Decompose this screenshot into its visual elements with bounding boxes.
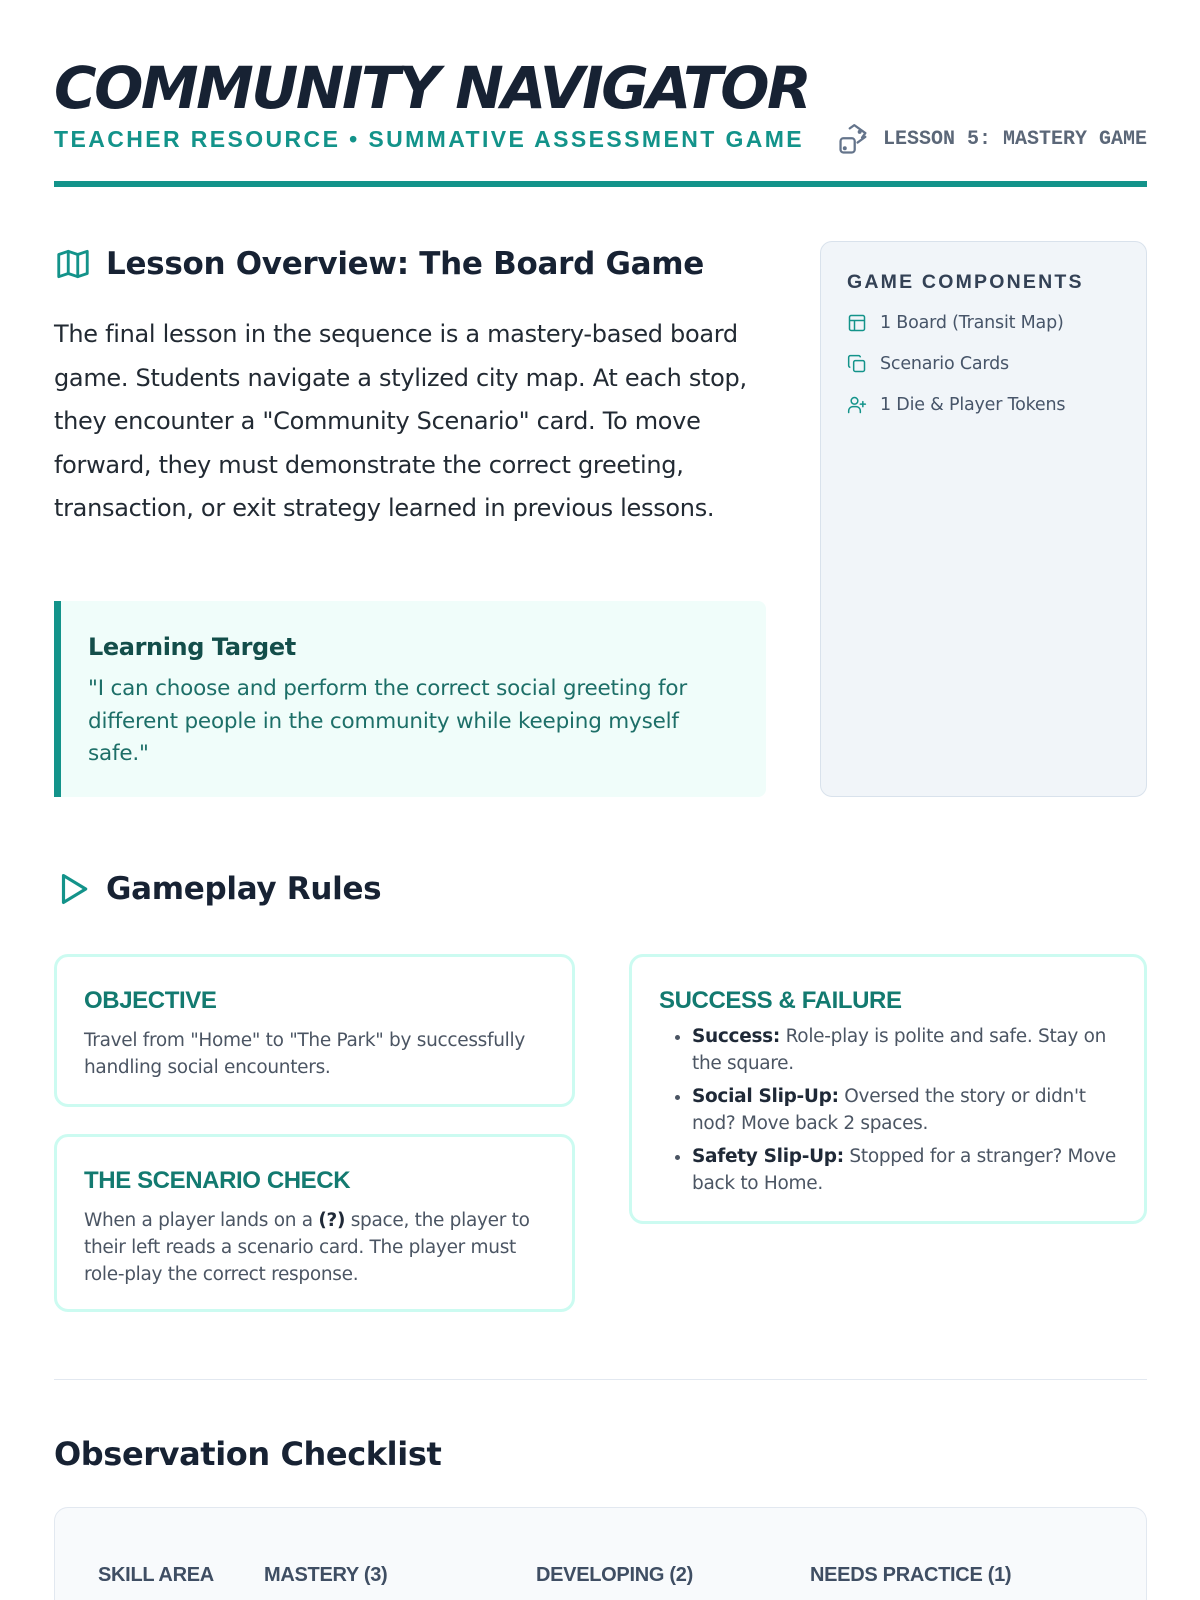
scenario-check-text: When a player lands on a (?) space, the player to their left reads a scenario card. The player must role-play the correct response. [84,1210,530,1285]
cards-icon [847,354,867,374]
rule-text: Oversed the story or didn't nod? Move back 2 spaces. [692,1086,1086,1134]
gameplay-heading [54,870,381,908]
section-divider [54,1379,1147,1380]
list-item [847,302,1120,343]
scenario-check-title: THE SCENARIO CHECK [84,1167,351,1194]
overview-heading [54,245,704,283]
list-item [692,1023,1117,1077]
list-item [847,343,1120,384]
gameplay-title: Gameplay Rules [106,871,382,907]
list-item [847,384,1120,425]
lesson-label: LESSON 5: MASTERY GAME [882,127,1147,151]
rules-list [659,1023,1117,1197]
learning-target-text: "I can choose and perform the correct social greeting for different people in the community while keeping myself safe." [88,676,688,766]
rule-text: Stopped for a stranger? Move back to Home. [692,1146,1116,1194]
user-plus-icon [847,395,867,415]
question-space-label: (?) [318,1210,346,1231]
column-header-skill: SKILL AREA [98,1564,214,1586]
objective-text: Travel from "Home" to "The Park" by successfully handling social encounters. [84,1030,525,1078]
game-components-panel [820,241,1147,797]
list-item [692,1083,1117,1137]
overview-paragraph: The final lesson in the sequence is a mastery-based board game. Students navigate a stylized city map. At each stop, they encounter a "Community Scenario" card. To move forward, they must demonstrate the correct greeting, transaction, or exit strategy learned in previous lessons. [54,320,747,522]
rule-label: Safety Slip-Up: [692,1146,844,1167]
rule-label: Success: [692,1026,780,1047]
objective-card [54,954,575,1107]
subtitle-row [54,122,1147,156]
overview-title: Lesson Overview: The Board Game [106,246,704,282]
column-header-mastery: MASTERY (3) [264,1564,388,1586]
play-icon [54,870,92,908]
column-header-developing: DEVELOPING (2) [536,1564,693,1586]
column-header-needs-practice: NEEDS PRACTICE (1) [810,1564,1012,1586]
success-failure-title: SUCCESS & FAILURE [659,987,902,1014]
success-failure-card [629,954,1147,1224]
learning-target-box [54,601,766,797]
scenario-check-card [54,1134,575,1312]
dice-icon [837,122,871,156]
component-label: 1 Board (Transit Map) [880,312,1064,333]
board-icon [847,313,867,333]
map-icon [54,245,92,283]
list-item [692,1143,1117,1197]
page-subtitle: TEACHER RESOURCE • SUMMATIVE ASSESSMENT GAME [54,126,805,152]
components-list [847,302,1120,425]
objective-title: OBJECTIVE [84,987,217,1014]
checklist-table [54,1507,1147,1600]
checklist-title: Observation Checklist [54,1435,442,1473]
rule-text: Role-play is polite and safe. Stay on the square. [692,1026,1107,1074]
rule-label: Social Slip-Up: [692,1086,839,1107]
learning-target-title: Learning Target [88,633,296,661]
component-label: 1 Die & Player Tokens [880,394,1066,415]
page-header [54,56,1147,156]
game-components-title: GAME COMPONENTS [847,271,1084,293]
page-title: COMMUNITY NAVIGATOR [54,54,810,122]
component-label: Scenario Cards [880,353,1009,374]
header-divider [54,181,1147,187]
lesson-tag [837,122,1147,156]
